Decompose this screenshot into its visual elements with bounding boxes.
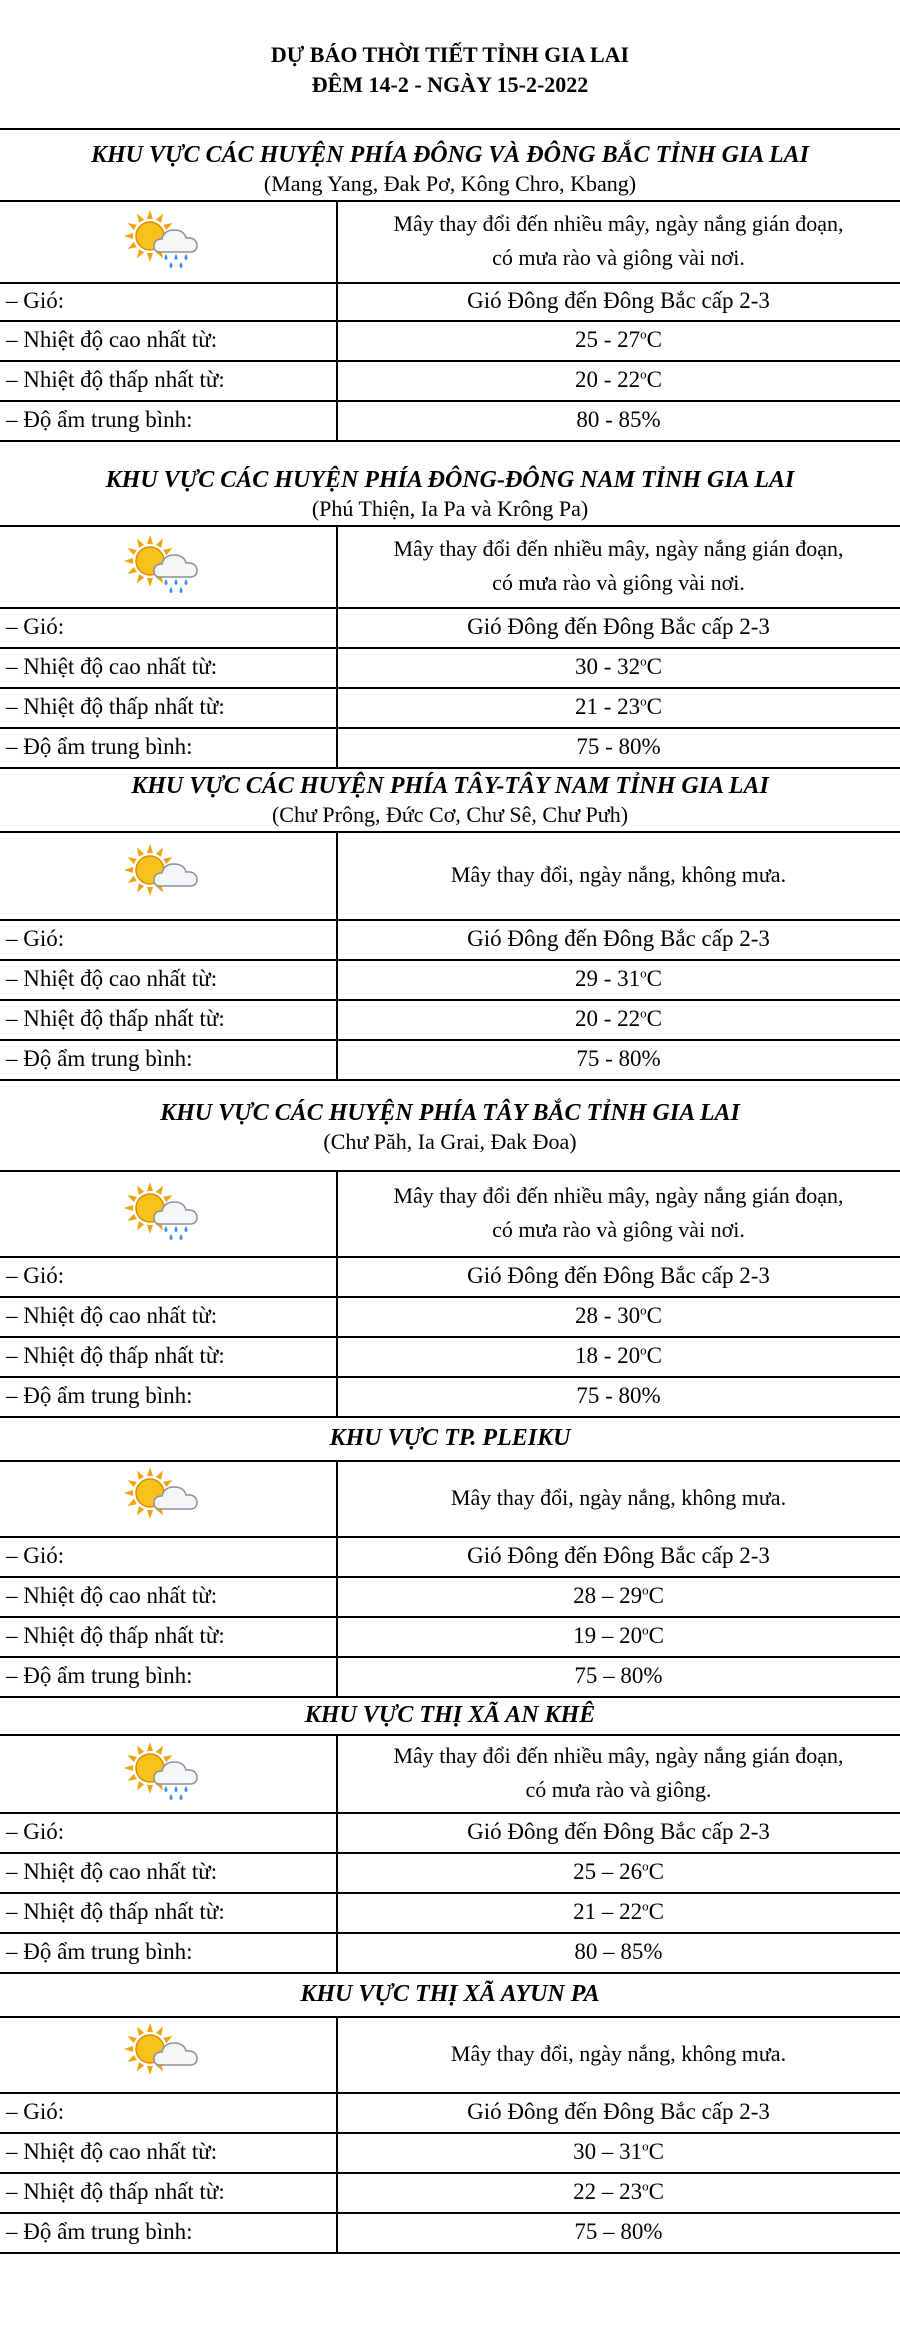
- wind-row-value: Gió Đông đến Đông Bắc cấp 2-3: [467, 926, 770, 951]
- temperature-unit: [642, 1583, 664, 1608]
- divider: [0, 1734, 900, 1736]
- temperature-unit: [640, 327, 662, 352]
- celsius-mark: C: [648, 1623, 664, 1648]
- degree-mark: o: [642, 2178, 649, 2194]
- sun-cloud-icon: [120, 2021, 210, 2087]
- celsius-mark: C: [646, 694, 662, 719]
- degree-mark: o: [640, 965, 647, 981]
- wind-row-value: Gió Đông đến Đông Bắc cấp 2-3: [467, 1263, 770, 1288]
- region-title: KHU VỰC CÁC HUYỆN PHÍA TÂY-TÂY NAM TỈNH GIA LAI: [131, 773, 769, 799]
- region-title: KHU VỰC CÁC HUYỆN PHÍA TÂY BẮC TỈNH GIA LAI: [160, 1100, 740, 1126]
- divider: [0, 128, 900, 130]
- humidity-row-label: – Độ ẩm trung bình:: [6, 1383, 193, 1408]
- degree-mark: o: [642, 1858, 649, 1874]
- condition-text: Mây thay đổi, ngày nắng, không mưa.: [450, 862, 787, 887]
- wind-row-value: Gió Đông đến Đông Bắc cấp 2-3: [467, 1543, 770, 1568]
- celsius-mark: C: [646, 1303, 662, 1328]
- temperature-unit: [642, 2179, 664, 2204]
- humidity-row-label: – Độ ẩm trung bình:: [6, 1046, 193, 1071]
- temperature-unit: [640, 367, 662, 392]
- temperature-unit: [640, 966, 662, 991]
- condition-text: Mây thay đổi đến nhiều mây, ngày nắng gián đoạn,: [393, 536, 844, 561]
- celsius-mark: C: [648, 2139, 664, 2164]
- celsius-mark: C: [646, 966, 662, 991]
- wind-row-value: Gió Đông đến Đông Bắc cấp 2-3: [467, 288, 770, 313]
- sun-cloud-rain-icon: [120, 208, 210, 274]
- divider: [0, 1079, 900, 1081]
- humidity-row-value: 80 - 85%: [576, 407, 661, 432]
- degree-mark: o: [640, 1342, 647, 1358]
- humidity-row-label: – Độ ẩm trung bình:: [6, 734, 193, 759]
- temperature-unit: [642, 1899, 664, 1924]
- humidity-row-value: 75 – 80%: [574, 1663, 663, 1688]
- wind-row-label: – Gió:: [6, 926, 65, 951]
- wind-row-label: – Gió:: [6, 288, 65, 313]
- max-temp-row-label: – Nhiệt độ cao nhất từ:: [6, 1859, 218, 1884]
- min-temp-row-label: – Nhiệt độ thấp nhất từ:: [6, 367, 225, 392]
- humidity-row-value: 75 - 80%: [576, 1383, 661, 1408]
- divider: [0, 1170, 900, 1172]
- degree-mark: o: [640, 693, 647, 709]
- min-temp-row-label: – Nhiệt độ thấp nhất từ:: [6, 1006, 225, 1031]
- celsius-mark: C: [646, 1343, 662, 1368]
- max-temp-row-value: 29 - 31$^o$C: [574, 965, 662, 991]
- celsius-mark: C: [646, 327, 662, 352]
- celsius-mark: C: [646, 367, 662, 392]
- max-temp-row-label: – Nhiệt độ cao nhất từ:: [6, 2139, 218, 2164]
- region-subtitle: (Phú Thiện, Ia Pa và Krông Pa): [311, 496, 589, 521]
- page-title: [0, 40, 900, 100]
- divider: [0, 440, 900, 442]
- wind-row-label: – Gió:: [6, 1543, 65, 1568]
- condition-text: Mây thay đổi, ngày nắng, không mưa.: [450, 1485, 787, 1510]
- region-title: KHU VỰC TP. PLEIKU: [329, 1425, 571, 1451]
- humidity-row-value: 75 - 80%: [576, 734, 661, 759]
- temperature-unit: [640, 1303, 662, 1328]
- degree-mark: o: [642, 1622, 649, 1638]
- wind-row-label: – Gió:: [6, 1263, 65, 1288]
- region-title: KHU VỰC THỊ XÃ AN KHÊ: [304, 1702, 596, 1728]
- degree-mark: o: [642, 2138, 649, 2154]
- humidity-row-value: 80 – 85%: [574, 1939, 663, 1964]
- divider: [0, 200, 900, 202]
- condition-text: Mây thay đổi đến nhiều mây, ngày nắng gián đoạn,: [393, 1183, 844, 1208]
- temperature-unit: [640, 1006, 662, 1031]
- celsius-mark: C: [646, 654, 662, 679]
- humidity-row-label: – Độ ẩm trung bình:: [6, 407, 193, 432]
- region-title: KHU VỰC CÁC HUYỆN PHÍA ĐÔNG-ĐÔNG NAM TỈNH GIA LAI: [105, 467, 795, 493]
- wind-row-label: – Gió:: [6, 1819, 65, 1844]
- min-temp-row-value: 20 - 22$^o$C: [574, 1005, 662, 1031]
- sun-cloud-rain-icon: [120, 1740, 210, 1806]
- wind-row-label: – Gió:: [6, 614, 65, 639]
- wind-row-value: Gió Đông đến Đông Bắc cấp 2-3: [467, 2099, 770, 2124]
- condition-text: Mây thay đổi đến nhiều mây, ngày nắng gián đoạn,: [393, 1743, 844, 1768]
- humidity-row-label: – Độ ẩm trung bình:: [6, 2219, 193, 2244]
- wind-row-value: Gió Đông đến Đông Bắc cấp 2-3: [467, 614, 770, 639]
- min-temp-row-value: 18 - 20$^o$C: [574, 1342, 662, 1368]
- temperature-unit: [640, 654, 662, 679]
- temperature-unit: [642, 1859, 664, 1884]
- max-temp-row-label: – Nhiệt độ cao nhất từ:: [6, 654, 218, 679]
- degree-mark: o: [642, 1898, 649, 1914]
- celsius-mark: C: [648, 1583, 664, 1608]
- max-temp-row-value: 30 – 31$^o$C: [573, 2138, 664, 2164]
- temperature-unit: [640, 1343, 662, 1368]
- degree-mark: o: [640, 653, 647, 669]
- max-temp-row-label: – Nhiệt độ cao nhất từ:: [6, 327, 218, 352]
- divider: [0, 1460, 900, 1462]
- min-temp-row-value: 19 – 20$^o$C: [573, 1622, 664, 1648]
- min-temp-row-label: – Nhiệt độ thấp nhất từ:: [6, 1899, 225, 1924]
- divider: [0, 525, 900, 527]
- humidity-row-value: 75 – 80%: [574, 2219, 663, 2244]
- degree-mark: o: [642, 1582, 649, 1598]
- max-temp-row-value: 25 - 27$^o$C: [574, 326, 662, 352]
- region-title: KHU VỰC CÁC HUYỆN PHÍA ĐÔNG VÀ ĐÔNG BẮC TỈNH GIA LAI: [90, 142, 810, 168]
- sun-cloud-icon: [120, 1465, 210, 1531]
- max-temp-row-value: 25 – 26$^o$C: [573, 1858, 664, 1884]
- wind-row-label: – Gió:: [6, 2099, 65, 2124]
- degree-mark: o: [640, 326, 647, 342]
- condition-text: Mây thay đổi, ngày nắng, không mưa.: [450, 2041, 787, 2066]
- temperature-unit: [642, 1623, 664, 1648]
- max-temp-row-label: – Nhiệt độ cao nhất từ:: [6, 1303, 218, 1328]
- celsius-mark: C: [648, 1859, 664, 1884]
- celsius-mark: C: [648, 1899, 664, 1924]
- min-temp-row-label: – Nhiệt độ thấp nhất từ:: [6, 1623, 225, 1648]
- wind-row-value: Gió Đông đến Đông Bắc cấp 2-3: [467, 1819, 770, 1844]
- min-temp-row-value: 21 – 22$^o$C: [573, 1898, 664, 1924]
- region-subtitle: (Chư Păh, Ia Grai, Đak Đoa): [323, 1129, 577, 1154]
- max-temp-row-label: – Nhiệt độ cao nhất từ:: [6, 1583, 218, 1608]
- humidity-row-label: – Độ ẩm trung bình:: [6, 1663, 193, 1688]
- humidity-row-value: 75 - 80%: [576, 1046, 661, 1071]
- max-temp-row-value: 30 - 32$^o$C: [574, 653, 662, 679]
- temperature-unit: [640, 694, 662, 719]
- divider: [0, 2252, 900, 2254]
- celsius-mark: C: [646, 1006, 662, 1031]
- min-temp-row-value: 20 - 22$^o$C: [574, 366, 662, 392]
- min-temp-row-label: – Nhiệt độ thấp nhất từ:: [6, 1343, 225, 1368]
- divider: [0, 2016, 900, 2018]
- title-line-2: ĐÊM 14-2 - NGÀY 15-2-2022: [311, 72, 589, 97]
- degree-mark: o: [640, 366, 647, 382]
- condition-text: có mưa rào và giông vài nơi.: [492, 570, 745, 595]
- sun-cloud-icon: [120, 842, 210, 908]
- min-temp-row-label: – Nhiệt độ thấp nhất từ:: [6, 2179, 225, 2204]
- condition-text: có mưa rào và giông.: [525, 1777, 712, 1802]
- condition-text: Mây thay đổi đến nhiều mây, ngày nắng gián đoạn,: [393, 211, 844, 236]
- degree-mark: o: [640, 1302, 647, 1318]
- title-line-1: DỰ BÁO THỜI TIẾT TỈNH GIA LAI: [270, 42, 630, 67]
- degree-mark: o: [640, 1005, 647, 1021]
- condition-text: có mưa rào và giông vài nơi.: [492, 1217, 745, 1242]
- temperature-unit: [642, 2139, 664, 2164]
- min-temp-row-value: 22 – 23$^o$C: [573, 2178, 664, 2204]
- condition-text: có mưa rào và giông vài nơi.: [492, 245, 745, 270]
- region-title: KHU VỰC THỊ XÃ AYUN PA: [300, 1981, 600, 2007]
- sun-cloud-rain-icon: [120, 1180, 210, 1246]
- region-subtitle: (Chư Prông, Đức Cơ, Chư Sê, Chư Pưh): [271, 802, 629, 827]
- max-temp-row-value: 28 – 29$^o$C: [573, 1582, 664, 1608]
- max-temp-row-value: 28 - 30$^o$C: [574, 1302, 662, 1328]
- max-temp-row-label: – Nhiệt độ cao nhất từ:: [6, 966, 218, 991]
- celsius-mark: C: [648, 2179, 664, 2204]
- region-subtitle: (Mang Yang, Đak Pơ, Kông Chro, Kbang): [263, 171, 637, 196]
- min-temp-row-value: 21 - 23$^o$C: [574, 693, 662, 719]
- divider: [0, 831, 900, 833]
- sun-cloud-rain-icon: [120, 533, 210, 599]
- min-temp-row-label: – Nhiệt độ thấp nhất từ:: [6, 694, 225, 719]
- divider: [0, 767, 900, 769]
- humidity-row-label: – Độ ẩm trung bình:: [6, 1939, 193, 1964]
